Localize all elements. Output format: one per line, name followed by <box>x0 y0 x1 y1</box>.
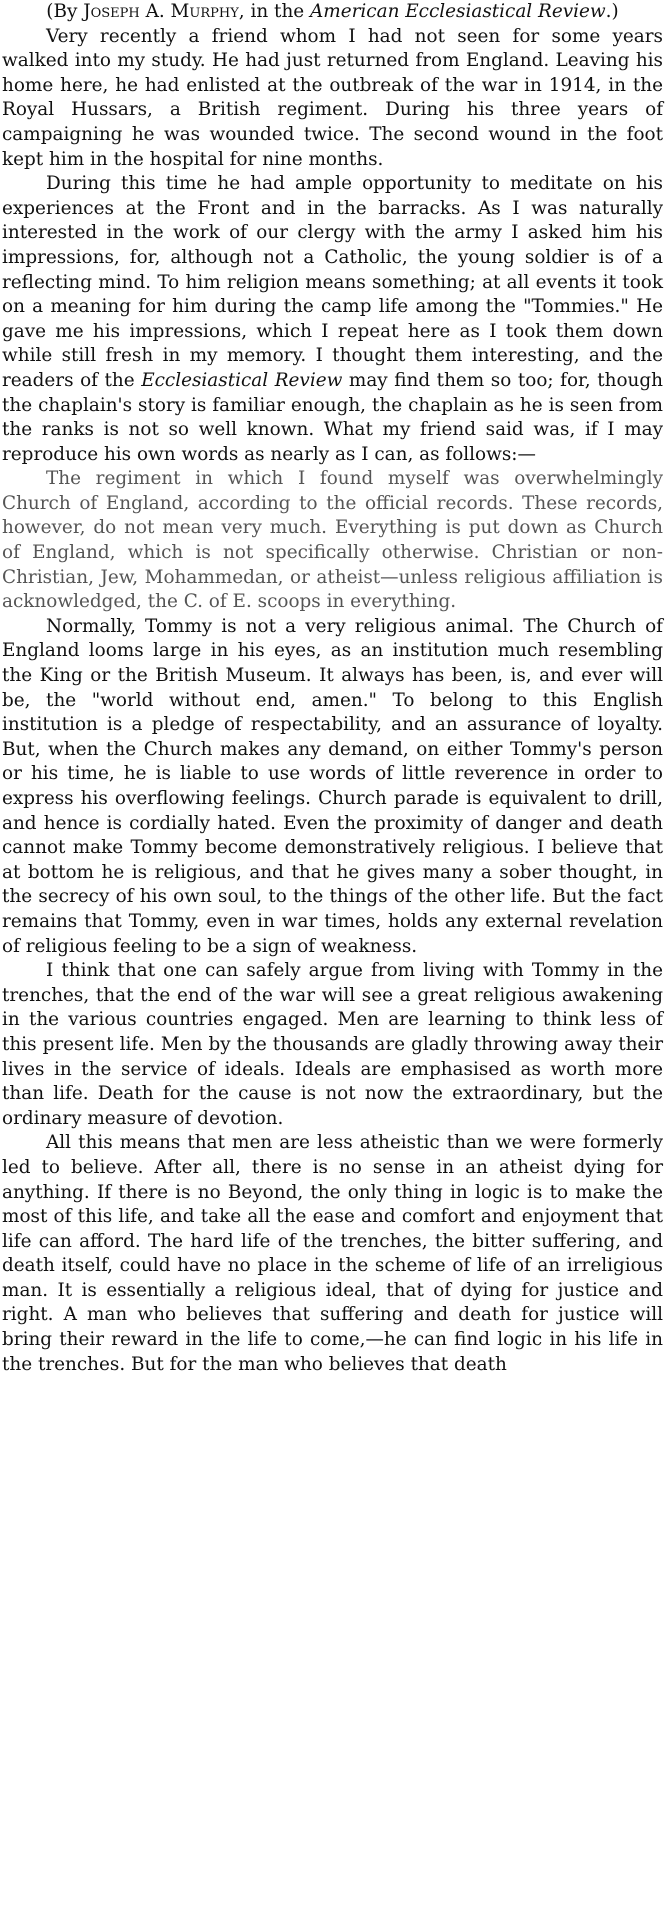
byline-close: .) <box>605 1 619 22</box>
byline <box>2 0 663 25</box>
paragraph-6: All this means that men are less atheistic than we were formerly led to believe. After all, there is no sense in an atheist dying for anything. If there is no Beyond, the only thing in logic is to make the most of this life, and take all the ease and comfort and enjoyment that life can afford. The hard life of the trenches, the bitter suffering, and death itself, could have no place in the scheme of life of an irreligious man. It is essentially a religious ideal, that of dying for justice and right. A man who believes that suffering and death for justice will bring their reward in the life to come,—he can find logic in his life in the trenches. But for the man who believes that death <box>2 1132 663 1375</box>
byline-mid: , in the <box>238 1 311 22</box>
paragraph-3: The regiment in which I found myself was overwhelmingly Church of England, according to the official records. These records, however, do not mean very much. Everything is put down as Church of England, which is not specifically otherwise. Christian or non-Christian, Jew, Mohammedan, or atheist—unless religious affiliation is acknowledged, the C. of E. scoops in everything. <box>2 468 663 613</box>
byline-journal: American Ecclesiastical Review <box>310 1 606 22</box>
paragraph-2-part-1: During this time he had ample opportunity to meditate on his experiences at the Front and in the barracks. As I was naturally interested in the work of our clergy with the army I asked him his impressions, for, although not a Catholic, the young soldier is of a reflecting mind. To him religion means something; at all events it took on a meaning for him during the camp life among the "Tommies." He gave me his impressions, which I repeat here as I took them down while still fresh in my memory. I thought them interesting, and the readers of the <box>2 173 663 391</box>
paragraph-4: Normally, Tommy is not a very religious animal. The Church of England looms large in his eyes, as an institution much resembling the King or the British Museum. It always has been, is, and ever will be, the "world without end, amen." To belong to this English institution is a pledge of respectability, and an assurance of loyalty. But, when the Church makes any demand, on either Tommy's person or his time, he is liable to use words of little reverence in order to express his overflowing feelings. Church parade is equivalent to drill, and hence is cordially hated. Even the proximity of danger and death cannot make Tommy become demonstratively religious. I believe that at bottom he is religious, and that he gives many a sober thought, in the secrecy of his own soul, to the things of the other life. But the fact remains that Tommy, even in war times, holds any external revelation of religious feeling to be a sign of weakness. <box>2 615 663 957</box>
byline-author: Joseph A. Murphy <box>83 1 239 22</box>
paragraph-2 <box>2 172 663 467</box>
paragraph-5: I think that one can safely argue from living with Tommy in the trenches, that the end of the war will see a great religious awakening in the various countries engaged. Men are learning to think less of this present life. Men by the thousands are gladly throwing away their lives in the service of ideals. Ideals are emphasised as worth more than life. Death for the cause is not now the extraordinary, but the ordinary measure of devotion. <box>2 960 663 1129</box>
byline-open: (By <box>46 1 84 22</box>
paragraph-2-part-2: may find them so too; for, though the chaplain's story is familiar enough, the chaplain as he is seen from the ranks is not so well known. What my friend said was, if I may reproduce his own words as nearly as I can, as follows:— <box>2 369 663 465</box>
paragraph-1: Very recently a friend whom I had not seen for some years walked into my study. He had just returned from England. Leaving his home here, he had enlisted at the outbreak of the war in 1914, in the Royal Hussars, a British regiment. During his three years of campaigning he was wounded twice. The second wound in the foot kept him in the hospital for nine months. <box>2 25 663 170</box>
paragraph-2-journal-title: Ecclesiastical Review <box>141 369 343 391</box>
